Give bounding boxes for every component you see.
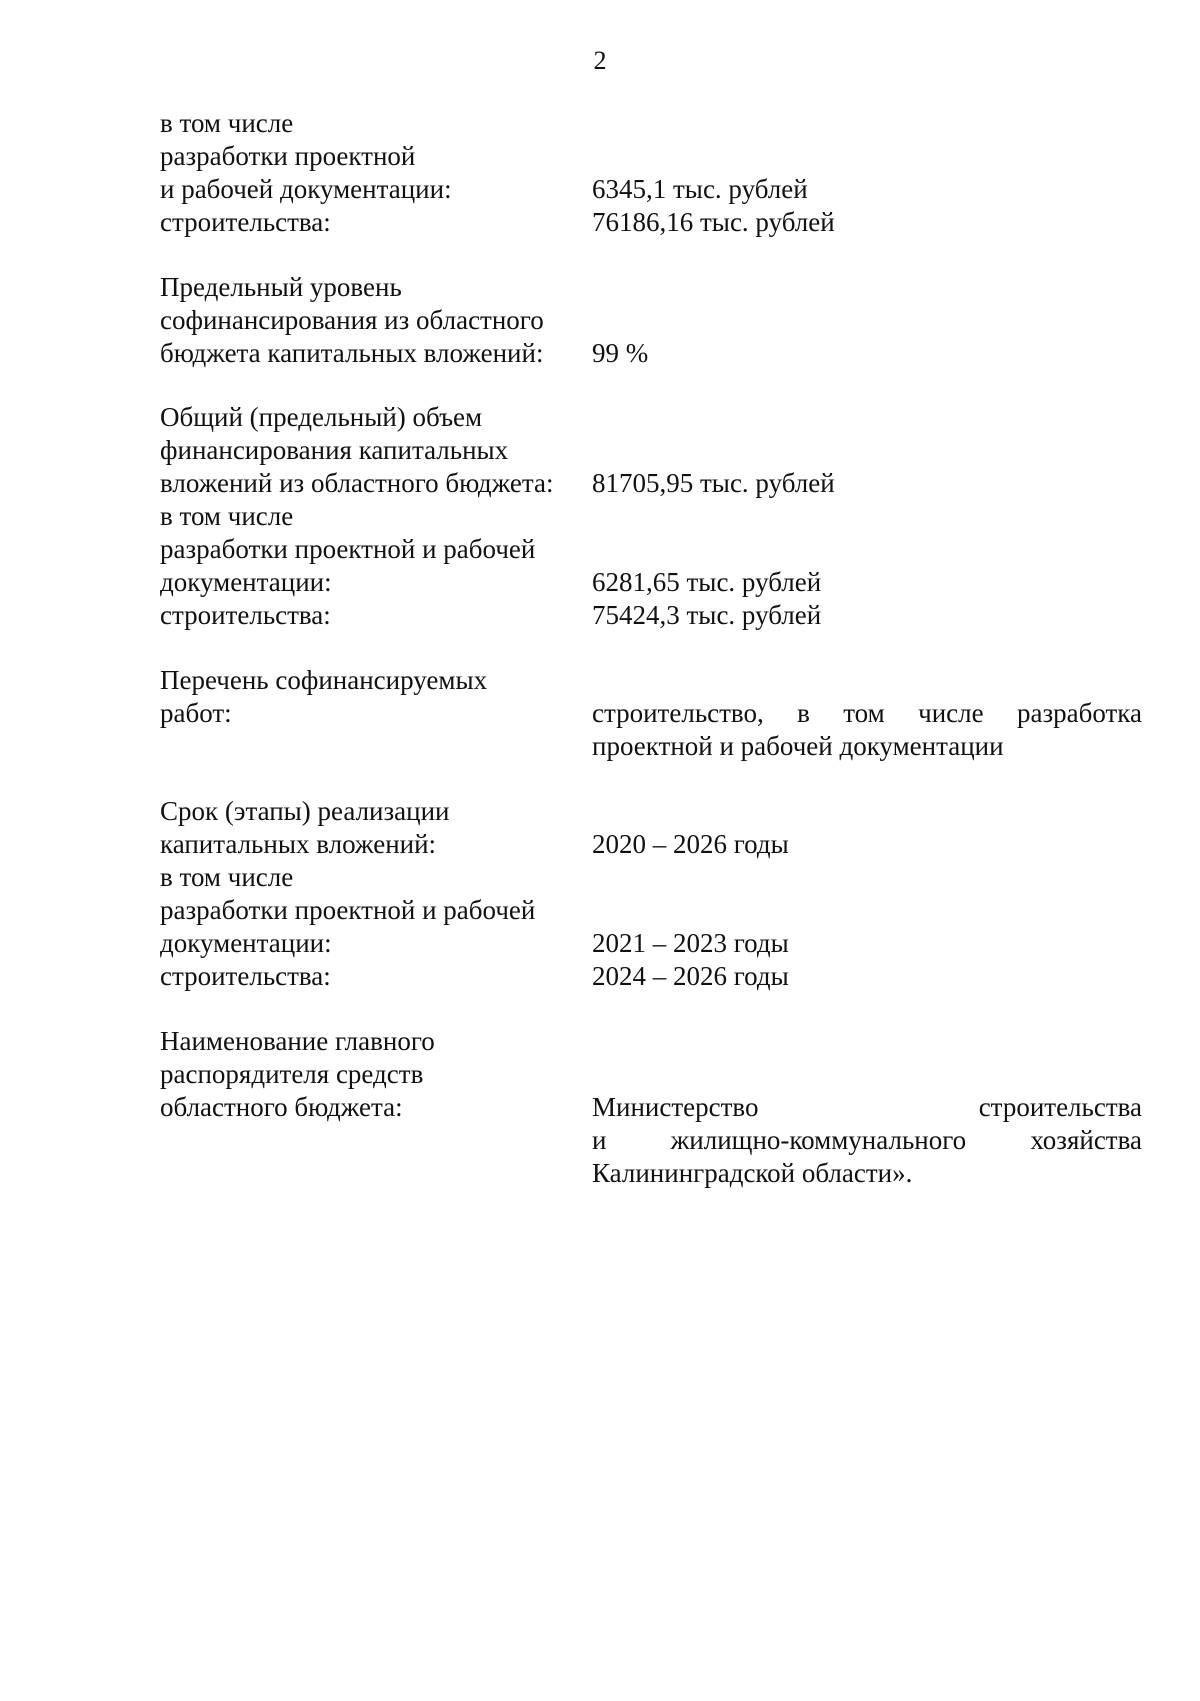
value-docs: 6345,1 тыс. рублей xyxy=(592,174,808,204)
label-line: и рабочей документации: xyxy=(160,174,452,204)
value-word: числе xyxy=(918,698,984,728)
value-word: Министерство xyxy=(592,1092,759,1122)
label-line: софинансирования из областного xyxy=(160,305,544,335)
value-percent: 99 % xyxy=(592,338,649,368)
label-line: строительства: xyxy=(160,600,331,630)
label-line: строительства: xyxy=(160,961,331,991)
manager-value-line xyxy=(592,1091,1142,1124)
value-word: и xyxy=(592,1125,607,1155)
page-number: 2 xyxy=(593,46,607,75)
value-construction: 76186,16 тыс. рублей xyxy=(592,207,835,237)
label-line: финансирования капитальных xyxy=(160,435,509,465)
label-line: работ: xyxy=(160,698,232,728)
label-line: капитальных вложений: xyxy=(160,829,437,859)
value-word: строительство, xyxy=(592,698,764,728)
label-line: вложений из областного бюджета: xyxy=(160,468,554,498)
value-docs: 6281,65 тыс. рублей xyxy=(592,567,822,597)
value-word: жилищно-коммунального xyxy=(670,1125,967,1155)
value-docs-period: 2021 – 2023 годы xyxy=(592,928,789,958)
value-total: 81705,95 тыс. рублей xyxy=(592,468,835,498)
manager-value-line: Калининградской области». xyxy=(592,1158,913,1188)
label-line: в том числе xyxy=(160,108,294,138)
label-line: Наименование главного xyxy=(160,1026,435,1056)
label-line: Срок (этапы) реализации xyxy=(160,796,450,826)
label-line: областного бюджета: xyxy=(160,1092,403,1122)
label-line: в том числе xyxy=(160,862,294,892)
value-word: в xyxy=(797,698,810,728)
works-value-line: проектной и рабочей документации xyxy=(592,731,1004,761)
label-line: Общий (предельный) объем xyxy=(160,402,483,432)
label-line: разработки проектной xyxy=(160,141,416,171)
label-line: разработки проектной и рабочей xyxy=(160,534,536,564)
label-line: строительства: xyxy=(160,207,331,237)
label-line: Предельный уровень xyxy=(160,272,402,302)
value-word: том xyxy=(843,698,885,728)
value-word: хозяйства xyxy=(1030,1125,1142,1155)
value-construction-period: 2024 – 2026 годы xyxy=(592,961,789,991)
value-construction: 75424,3 тыс. рублей xyxy=(592,600,822,630)
value-word: разработка xyxy=(1016,698,1142,728)
label-line: разработки проектной и рабочей xyxy=(160,895,536,925)
label-line: документации: xyxy=(160,928,332,958)
label-line: Перечень софинансируемых xyxy=(160,665,488,695)
value-word: строительства xyxy=(978,1092,1142,1122)
value-total-period: 2020 – 2026 годы xyxy=(592,829,789,859)
label-line: бюджета капитальных вложений: xyxy=(160,338,544,368)
works-value-line xyxy=(592,697,1142,730)
label-line: распорядителя средств xyxy=(160,1059,424,1089)
manager-value-line xyxy=(592,1124,1142,1157)
label-line: документации: xyxy=(160,567,332,597)
label-line: в том числе xyxy=(160,501,294,531)
